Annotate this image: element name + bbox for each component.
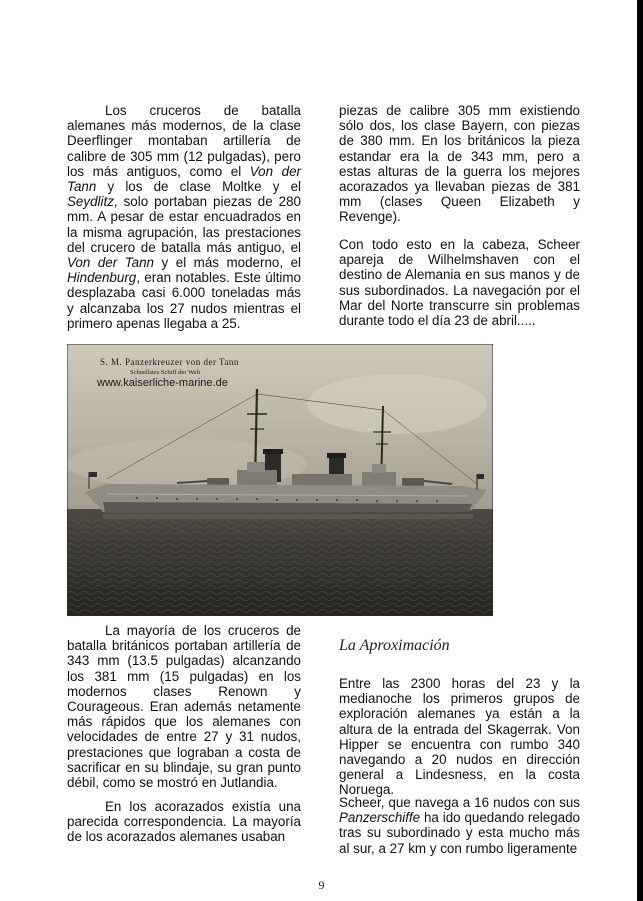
paragraph-german-battlecruisers xyxy=(67,103,301,331)
photo-watermark-url: www.kaiserliche-marine.de xyxy=(97,377,228,389)
text-run: y el más moderno, el xyxy=(154,255,301,271)
paragraph-battleships: En los acorazados existía una parecida correspondencia. La mayoría de los acorazados alemanes usaban xyxy=(67,799,301,845)
ship-name-italic: Von der Tann xyxy=(67,163,301,195)
ship-name-italic: Seydlitz xyxy=(67,194,114,210)
page-number: 9 xyxy=(318,878,325,892)
text-run: ha ido quedando relegado tras su subordinado y esta mucho más al sur, a 27 km y con rumbo ligeramente xyxy=(339,810,580,856)
photo-caption-subtitle: Schnellstes Schiff der Welt xyxy=(130,369,201,376)
text-run: , solo portaban piezas de 280 mm. A pesar de estar encuadrados en la misma agrupación, las prestaciones del crucero de batalla más antiguo, el xyxy=(67,194,301,255)
page-edge-bar xyxy=(637,0,643,901)
paragraph-calibre-comparison: piezas de calibre 305 mm existiendo sólo dos, los clase Bayern, con piezas de 380 mm. En los británicos la pieza estandar era la de 343 mm, pero a estas alturas de la guerra los mejores acorazados ya llevaban piezas de 381 mm (clases Queen Elizabeth y Revenge). xyxy=(339,103,580,225)
text-run: y los de clase Moltke y el xyxy=(96,179,301,195)
text-run: Los cruceros de batalla alemanes más modernos, de la clase Deerflinger montaban artillería de calibre de 305 mm (12 pulgadas), pero los más antiguos, como el xyxy=(67,103,301,179)
ship-name-italic: Von der Tann xyxy=(67,255,155,271)
paragraph-scheer-course xyxy=(339,795,580,856)
photo-caption-title: S. M. Panzerkreuzer von der Tann xyxy=(100,357,239,367)
ship-name-italic: Hindenburg xyxy=(67,270,137,286)
term-italic: Panzerschiffe xyxy=(339,810,421,826)
paragraph-scheer-departure: Con todo esto en la cabeza, Scheer apareja de Wilhelmshaven con el destino de Alemania en sus manos y de sus subordinados. La navegación por el Mar del Norte transcurre sin problemas durante todo el día 23 de abril..... xyxy=(339,237,580,329)
paragraph-approach: Entre las 2300 horas del 23 y la medianoche los primeros grupos de exploración alemanes ya están a la altura de la entrada del Skagerrak. Von Hipper se encuentra con rumbo 340 navegando a 20 nudos en dirección general a Lindesness, en la costa Noruega. xyxy=(339,676,580,798)
section-heading: La Aproximación xyxy=(339,637,450,654)
paragraph-british-battlecruisers: La mayoría de los cruceros de batalla británicos portaban artillería de 343 mm (13.5 pulgadas) alcanzando los 381 mm (15 pulgadas) en los modernos clases Renown y Courageous. Eran además netamente más rápidos que los alemanes con velocidades de entre 27 y 31 nudos, prestaciones que lograban a costa de sacrificar en su blindaje, su gran punto débil, como se mostró en Jutlandia. xyxy=(67,623,301,791)
text-run: , eran notables. Este último desplazaba casi 6.000 toneladas más y alcanzaba los 27 nudos mientras el primero apenas llegaba a 25. xyxy=(67,270,301,331)
text-run: Scheer, que navega a 16 nudos con sus xyxy=(339,795,580,810)
